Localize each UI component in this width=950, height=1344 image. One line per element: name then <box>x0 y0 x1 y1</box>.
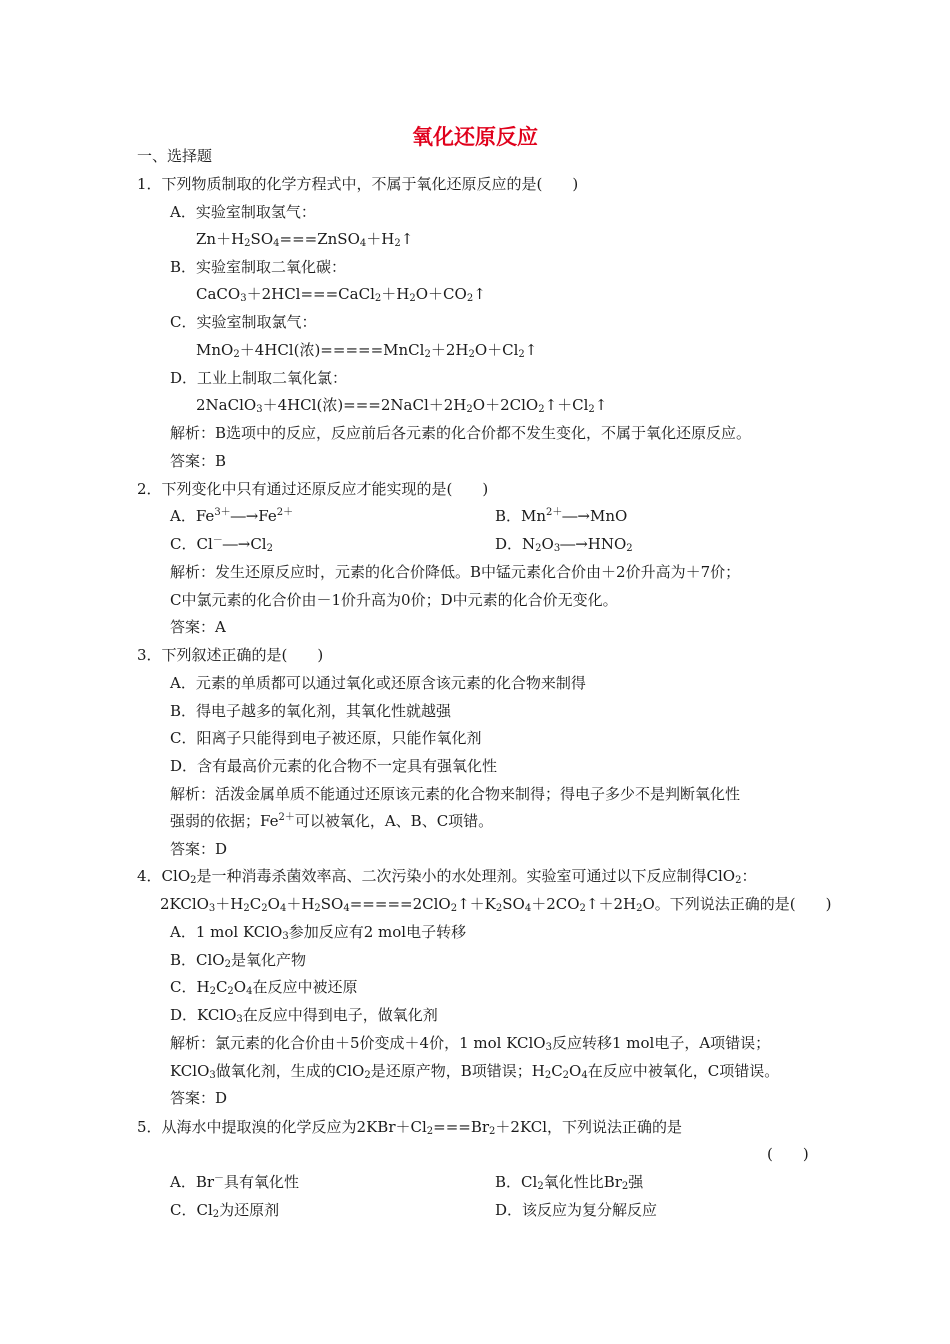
page-title: 氧化还原反应 <box>412 125 538 149</box>
q1-equation-c: MnO$_2$＋4HCl(浓)$=====MnCl_2+2H_2O+Cl_2↑$ <box>196 341 538 360</box>
q4-option-b: B．ClO$_2$是氧化产物 <box>170 951 306 970</box>
q5-answer-blank: ( ) <box>767 1145 809 1163</box>
q1-option-d: D．工业上制取二氧化氯： <box>170 369 348 387</box>
q2-option-c: C．$Cl^-―\to Cl_2$ <box>170 535 273 554</box>
q4-option-d: D．KClO$_3$在反应中得到电子，做氧化剂 <box>170 1006 438 1025</box>
q3-option-b: B．得电子越多的氧化剂，其氧化性就越强 <box>170 702 452 720</box>
q3-option-a: A．元素的单质都可以通过氧化或还原含该元素的化合物来制得 <box>170 674 586 692</box>
q3-analysis-line1: 解析：活泼金属单质不能通过还原该元素的化合物来制得；得电子多少不是判断氧化性 <box>170 785 741 803</box>
q5-stem: 5．从海水中提取溴的化学反应为$2KBr+Cl_2===Br_2+2KCl$，下列说法正确的是 <box>137 1118 683 1137</box>
q4-analysis-line2: KClO$_3$做氧化剂，生成的ClO$_2$是还原产物，B项错误；$H_2C_2O_4$在反应中被氧化，C项错误。 <box>170 1062 780 1081</box>
q3-option-c: C．阳离子只能得到电子被还原，只能作氧化剂 <box>170 729 482 747</box>
q2-answer: 答案：A <box>170 618 226 636</box>
q5-option-a: A．Br－具有氧化性 <box>170 1173 300 1191</box>
q1-option-a: A．实验室制取氢气： <box>170 203 316 221</box>
q5-option-c: C．$Cl_2$为还原剂 <box>170 1201 280 1220</box>
q5-option-b: B．$Cl_2$氧化性比$Br_2$强 <box>495 1173 644 1192</box>
q1-answer: 答案：B <box>170 452 227 470</box>
q1-option-b: B．实验室制取二氧化碳： <box>170 258 347 276</box>
q1-equation-d: 2NaClO$_3$＋4HCl(浓)$===2NaCl+2H_2O+2ClO_2↑+Cl_2↑$ <box>196 396 608 415</box>
q1-analysis: 解析：B选项中的反应，反应前后各元素的化合价都不发生变化，不属于氧化还原反应。 <box>170 424 752 442</box>
q4-answer: 答案：D <box>170 1089 228 1107</box>
q5-option-d: D．该反应为复分解反应 <box>495 1201 658 1219</box>
q2-option-d: D．$N_2O_3―\to HNO_2$ <box>495 535 633 554</box>
q3-stem: 3．下列叙述正确的是( ) <box>137 646 324 664</box>
q4-stem-line2: $2KClO_3+H_2C_2O_4+H_2SO_4=====2ClO_2↑+K_2SO_4+2CO_2↑+2H_2O$。下列说法正确的是( ) <box>160 895 832 914</box>
q1-equation-a: $Zn+H_2SO_4===ZnSO_4+H_2↑$ <box>196 230 414 249</box>
q2-stem: 2．下列变化中只有通过还原反应才能实现的是( ) <box>137 480 489 498</box>
q2-analysis-line1: 解析：发生还原反应时，元素的化合价降低。B中锰元素化合价由＋2价升高为＋7价； <box>170 563 741 581</box>
q1-option-c: C．实验室制取氯气： <box>170 313 317 331</box>
q2-analysis-line2: C中氯元素的化合价由－1价升高为0价；D中元素的化合价无变化。 <box>170 591 618 609</box>
q2-option-a: A．$Fe^{3+}―\to Fe^{2+}$ <box>170 507 294 525</box>
q4-option-c: C．$H_2C_2O_4$在反应中被还原 <box>170 978 358 997</box>
q1-stem: 1．下列物质制取的化学方程式中，不属于氧化还原反应的是( ) <box>137 175 579 193</box>
q4-analysis-line1: 解析：氯元素的化合价由＋5价变成＋4价，1 mol KClO$_3$反应转移1 mol电子，A项错误； <box>170 1034 771 1053</box>
q4-stem-line1: 4．ClO$_2$是一种消毒杀菌效率高、二次污染小的水处理剂。实验室可通过以下反应制得ClO$_2$： <box>137 867 757 886</box>
q3-answer: 答案：D <box>170 840 228 858</box>
q1-equation-b: $CaCO_3+2HCl===CaCl_2+H_2O+CO_2↑$ <box>196 285 486 304</box>
q3-option-d: D．含有最高价元素的化合物不一定具有强氧化性 <box>170 757 498 775</box>
section-heading: 一、选择题 <box>137 147 213 165</box>
q4-option-a: A．1 mol KClO$_3$参加反应有2 mol电子转移 <box>170 923 467 942</box>
q3-analysis-line2: 强弱的依据；$Fe^{2+}$可以被氧化，A、B、C项错。 <box>170 812 494 830</box>
q2-option-b: B．$Mn^{2+}―\to MnO$ <box>495 507 628 525</box>
